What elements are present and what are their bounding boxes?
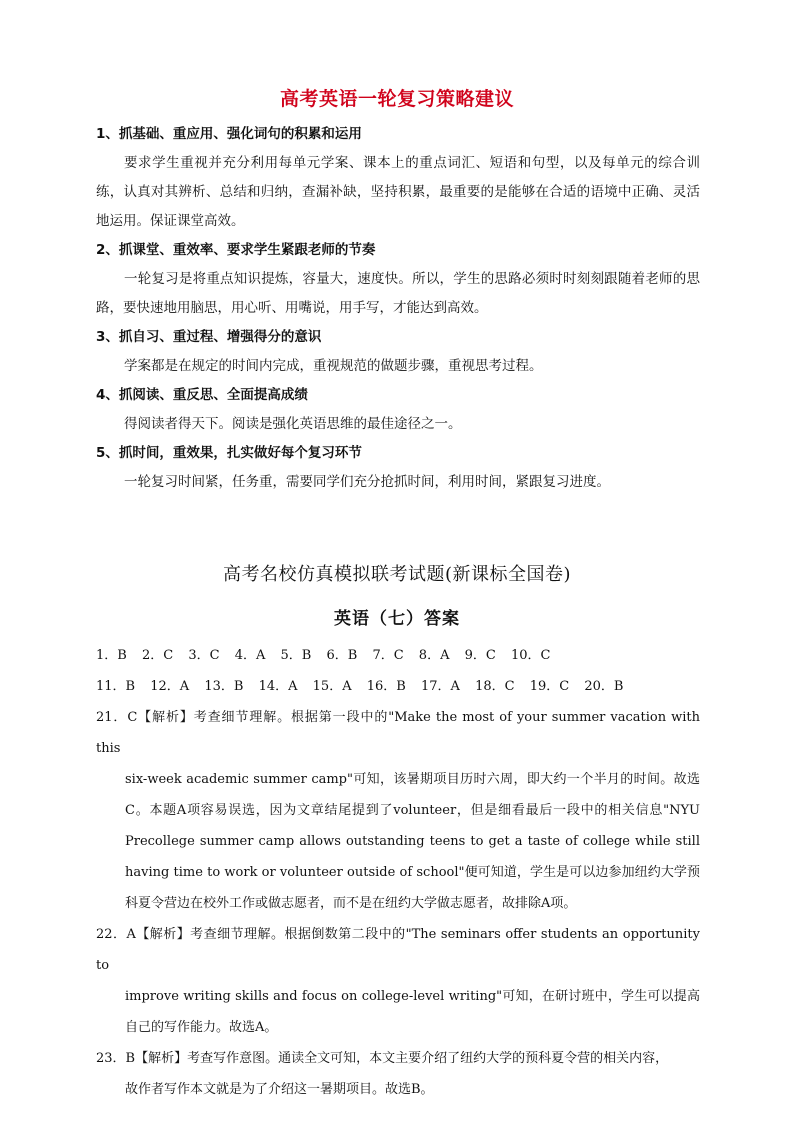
answer-row-2 <box>96 671 700 702</box>
answer-item: 14．A <box>258 679 298 694</box>
answer-item: 2．C <box>141 648 174 663</box>
answer-item: 19．C <box>529 679 570 694</box>
answer-item: 11．B <box>96 679 136 694</box>
explanation-22 <box>96 919 700 1043</box>
answer-item: 17．A <box>420 679 460 694</box>
answer-item: 8．A <box>418 648 450 663</box>
answer-item: 7．C <box>372 648 404 663</box>
advice-body-4: 得阅读者得天下。阅读是强化英语思维的最佳途径之一。 <box>124 416 462 432</box>
advice-heading-1: 1、抓基础、重应用、强化词句的积累和运用 <box>96 126 362 142</box>
explanation-21 <box>96 702 700 919</box>
advice-heading-4: 4、抓阅读、重反思、全面提高成绩 <box>96 387 308 403</box>
advice-body-5: 一轮复习时间紧，任务重，需要同学们充分抢抓时间，利用时间，紧跟复习进度。 <box>124 474 610 490</box>
advice-heading-2: 2、抓课堂、重效率、要求学生紧跟老师的节奏 <box>96 242 376 258</box>
explanation-23 <box>96 1043 700 1105</box>
explanation-text: 故作者写作本文就是为了介绍这一暑期项目。故选B。 <box>125 1082 434 1097</box>
answer-item: 13．B <box>204 679 244 694</box>
exam-subtitle: 英语（七）答案 <box>334 609 460 629</box>
advice-body-3: 学案都是在规定的时间内完成，重视规范的做题步骤，重视思考过程。 <box>124 358 543 374</box>
answer-item: 4．A <box>234 648 266 663</box>
answer-item: 5．B <box>280 648 312 663</box>
advice-body-2: 一轮复习是将重点知识提炼，容量大，速度快。所以，学生的思路必须时时刻刻跟随着老师的思路，要快速地用脑思，用心听、用嘴说，用手写，才能达到高效。 <box>96 271 700 316</box>
answer-item: 10．C <box>510 648 551 663</box>
answer-section <box>96 640 700 1105</box>
answer-item: 20．B <box>584 679 624 694</box>
answer-item: 1．B <box>96 648 127 663</box>
explanation-text: improve writing skills and focus on college-level writing"可知，在研讨班中，学生可以提高自己的写作能力。故选A。 <box>125 989 700 1035</box>
answer-item: 15．A <box>312 679 352 694</box>
exam-title: 高考名校仿真模拟联考试题(新课标全国卷) <box>222 564 572 585</box>
answer-item: 6．B <box>326 648 358 663</box>
explanation-lead: 23．B【解析】考查写作意图。通读全文可知，本文主要介绍了纽约大学的预科夏令营的相关内容， <box>96 1051 669 1066</box>
explanation-lead: 22．A【解析】考查细节理解。根据倒数第二段中的"The seminars offer students an opportunity to <box>96 927 700 973</box>
advice-heading-3: 3、抓自习、重过程、增强得分的意识 <box>96 329 322 345</box>
advice-heading-5: 5、抓时间，重效果，扎实做好每个复习环节 <box>96 445 362 461</box>
answer-item: 9．C <box>464 648 496 663</box>
answer-item: 3．C <box>188 648 220 663</box>
answer-item: 12．A <box>150 679 190 694</box>
answer-item: 18．C <box>475 679 515 694</box>
answer-row-1 <box>96 640 700 671</box>
advice-list <box>96 120 700 497</box>
answer-item: 16．B <box>366 679 406 694</box>
advice-body-1: 要求学生重视并充分利用每单元学案、课本上的重点词汇、短语和句型，以及每单元的综合训练，认真对其辨析、总结和归纳，查漏补缺，坚持积累，最重要的是能够在合适的语境中正确、灵活地运用。保证课堂高效。 <box>96 155 700 229</box>
explanation-text: six-week academic summer camp"可知，该暑期项目历时六周，即大约一个半月的时间。故选C。本题A项容易误选，因为文章结尾提到了volunteer，但是细看最后一段中的相关信息"NYU Precollege summer camp allows outstanding teens to get a taste of college while still having time to work or volunteer outside of school"便可知道，学生是可以边参加纽约大学预科夏令营边在校外工作或做志愿者，而不是在纽约大学做志愿者，故排除A项。 <box>125 772 700 911</box>
explanation-lead: 21．C【解析】考查细节理解。根据第一段中的"Make the most of your summer vacation with this <box>96 710 700 756</box>
advice-title: 高考英语一轮复习策略建议 <box>279 88 514 110</box>
